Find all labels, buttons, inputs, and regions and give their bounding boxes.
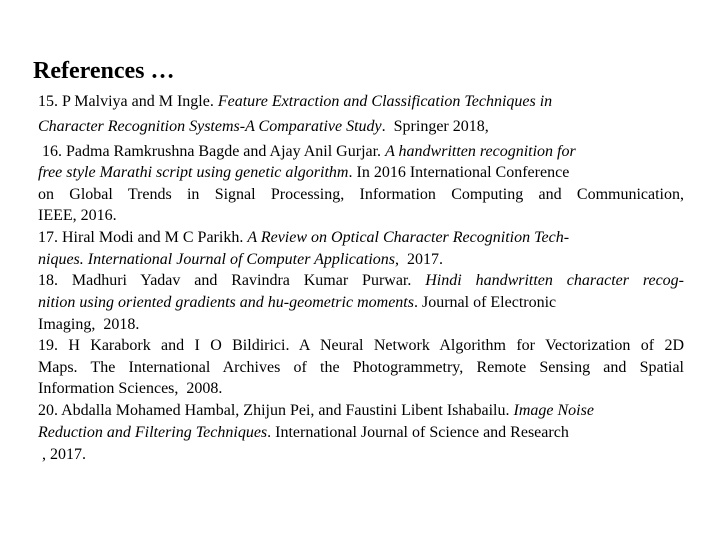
reference-line [38, 293, 684, 313]
reference-italic-text: Hindi handwritten character recog- [425, 272, 684, 289]
reference-text: 17. Hiral Modi and M C Parikh. [38, 229, 248, 246]
reference-text: . In 2016 International Conference [348, 164, 570, 181]
reference-text: 19. H Karabork and I O Bildirici. A Neural Network Algorithm for Vectorization of 2D [38, 337, 684, 354]
reference-line [38, 358, 684, 378]
reference-text: Imaging, 2018. [38, 316, 140, 333]
reference-text: . Journal of Electronic [413, 294, 557, 311]
reference-italic-text: A Review on Optical Character Recognition Tech- [247, 229, 570, 246]
reference-line [38, 250, 684, 270]
reference-text: 15. P Malviya and M Ingle. [38, 93, 218, 110]
reference-italic-text: nition using oriented gradients and hu-geometric moments [38, 294, 414, 311]
reference-line [38, 228, 684, 248]
reference-italic-text: free style Marathi script using genetic algorithm [38, 164, 349, 181]
reference-text: on Global Trends in Signal Processing, Information Computing and Communication, [38, 186, 684, 203]
reference-text: 18. Madhuri Yadav and Ravindra Kumar Purwar. [38, 272, 426, 289]
reference-line [38, 336, 684, 356]
reference-italic-text: A handwritten recognition for [385, 143, 576, 160]
slide-title: References … [33, 58, 175, 84]
reference-line [38, 92, 684, 112]
reference-line [38, 445, 684, 465]
reference-italic-text: Image Noise [513, 402, 594, 419]
reference-line [38, 401, 684, 421]
reference-line [38, 117, 684, 137]
reference-italic-text: Character Recognition Systems-A Comparative Study [38, 118, 382, 135]
reference-line [38, 379, 684, 399]
reference-text: 20. Abdalla Mohamed Hambal, Zhijun Pei, and Faustini Libent Ishabailu. [38, 402, 514, 419]
reference-line [38, 271, 684, 291]
reference-line [38, 142, 684, 162]
reference-italic-text: niques. International Journal of Computer Applications [38, 251, 396, 268]
reference-line [38, 163, 684, 183]
reference-line [38, 206, 684, 226]
reference-italic-text: Reduction and Filtering Techniques [38, 424, 268, 441]
reference-line [38, 185, 684, 205]
reference-text: IEEE, 2016. [38, 207, 117, 224]
reference-text: . International Journal of Science and Research [267, 424, 569, 441]
reference-text: 16. Padma Ramkrushna Bagde and Ajay Anil Gurjar. [38, 143, 386, 160]
reference-line [38, 315, 684, 335]
reference-italic-text: Feature Extraction and Classification Techniques in [217, 93, 553, 110]
reference-text: . Springer 2018, [381, 118, 489, 135]
reference-text: , 2017. [395, 251, 444, 268]
reference-text: Information Sciences, 2008. [38, 380, 223, 397]
reference-text: , 2017. [38, 446, 86, 463]
reference-line [38, 423, 684, 443]
reference-text: Maps. The International Archives of the Photogrammetry, Remote Sensing and Spatial [38, 359, 684, 376]
